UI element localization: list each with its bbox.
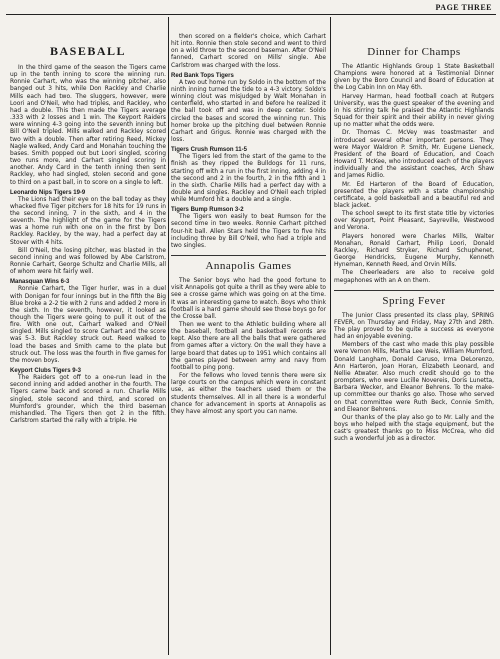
annapolis-title: Annapolis Games (205, 260, 292, 273)
paragraph: Harvey Harman, head football coach at Rutgers University, was the guest speaker of the evening and in his stirring talk he praised the Atlantic Highlands Squad for their spirit and their ability in never giving up no matter what the odds were. (334, 93, 494, 129)
subhead: Tigers Bump Rumson 3-2 (171, 207, 244, 214)
paragraph: The Senior boys who had the good fortune to visit Annapolis got quite a thrill as they were able to see a crosse game which was going on at the time. It was an interesting game to watch. Boys who think football is a hard game should see those boys go for the Crosse ball. (171, 278, 326, 320)
paragraph: The Junior Class presented its class play, SPRING FEVER, on Thursday and Friday, May 27th and 28th. The play proved to be quite a success as everyone had an enjoyable evening. (334, 312, 494, 341)
paragraph: then scored on a fielder's choice, which Carhart hit into. Ronnie then stole second and went to third on a wild throw to the second baseman. After O'Neil fanned, Carhart scored on Mills' single. Abe Carlstrom was charged with the loss. (171, 34, 326, 69)
paragraph: The Tigers led from the start of the game to the finish as they ripped the Bulldogs for 11 runs, starting off with a run in the first inning, adding 4 in the second and 2 in the fourth, 2 in the fifth and 1 in the sixth. Charlie Mills had a perfect day with a double and singles. Rackley and O'Neil each tripled while Mumford hit a double and a single. (171, 154, 326, 204)
page-label: PAGE THREE (435, 3, 492, 12)
paragraph: Mr. Ed Harteron of the Board of Education, presented the players with a state championship certificate, a gold basketball and a beautiful red and black jacket. (334, 181, 494, 209)
paragraph: The school swept to its first state title by victories over Keyport, Point Pleasant, Sayreville, Westwood and Verona. (334, 211, 494, 232)
column-baseball (10, 34, 166, 426)
column-divider-1 (168, 17, 169, 655)
paragraph: The Atlantic Highlands Group 1 State Basketball Champions were honored at a Testimonial Dinner given by the Boro Council and Board of Education at the Log Cabin Inn on May 6th. (334, 64, 494, 92)
column-sports-continued (171, 34, 326, 417)
subhead: Tigers Crush Rumson 11-5 (171, 147, 247, 154)
paragraph: Dr. Thomas C. McVey was toastmaster and introduced several other important persons. They were Mayor Waldron P. Smith, Mr. Eugene Lieneck, President of the Board of Education, and Coach Howard T. McKee, who introduced each of the players individually and the assistant coaches, Arch Shaw and James Ridlio. (334, 130, 494, 180)
paragraph: The Tigers won easily to beat Rumson for the second time in two weeks. Ronnie Carhart pitched four-hit ball. Allen Stars held the Tigers to five hits including three by Bill O'Neil, who had a triple and two singles. (171, 214, 326, 249)
paragraph: Players honored were Charles Mills, Walter Monahan, Ronald Carhart, Philip Loori, Donald Rackley, Richard Stryker, Richard Schuphenet, George Hendricks, Eugene Murphy, Kenneth Hyneman, Kenneth Reed, and Orvin Mills. (334, 233, 494, 269)
paragraph: Members of the cast who made this play possible were Vernon Mills, Martha Lee Weis, William Mumford, Donald Langham, Donald Caruso, Irma DeLorenzo, Ann Harteron, Joan Horan, Elizabeth Leonard, and Nellie Atwater. Also much credit should go to the prompters, who were Lucille Novereis, Doris Lunetta, Barbara Wecker, and Eleanor Behrens. To the make-up committee our thanks go also. Those who served on that committee were Ruth Beck, Connie Smith, and Eleanor Behrens. (334, 342, 494, 413)
paragraph: Ronnie Carhart, the Tiger hurler, was in a duel with Donigan for four innings but in the fifth the Big Blue broke a 2-2 tie with 2 runs and added 2 more in the sixth. In the seventh, however, it looked as though the Tigers were going to pull it out of the fire. With one out, Carhart walked and O'Neil singled. Mills singled to score Carhart and the score was 5-3. But Rackley struck out. Reed walked to load the bases and Smith came to the plate but struck out. The loss was the fourth in five games for the moven boys. (10, 286, 166, 364)
paragraph: Our thanks of the play also go to Mr. Lally and the boys who helped with the stage equipment, but the cast's greatest thanks go to Miss McCrea, who did such a wonderful job as a director. (334, 414, 494, 443)
paragraph: For the fellows who loved tennis there were six large courts on the campus which were in constant use, as either the teachers used them or the students themselves. All in all there is a wonderful chance for advancement in sports at Annapolis as they have almost any sport you can name. (171, 373, 326, 415)
paragraph: Bill O'Neil, the losing pitcher, was blasted in the second inning and was followed by Abe Carlstrom, Ronnie Carhart, George Schultz and Charlie Mills, all of whom were hit fairly well. (10, 247, 166, 276)
subhead: Manasquan Wins 6-3 (10, 279, 70, 286)
paragraph: A two out home run by Soldo in the bottom of the ninth inning turned the tide to a 4-3 victory. Soldo's winning clout was misjudged by Walt Monahan in centerfield, who started in and before he realized it the ball took off and was in deep center. Soldo circled the bases and scored the winning run. This homer broke up the pitching duel between Ronnie Carhart and Grigus. Ronnie was charged with the loss. (171, 79, 326, 144)
section-divider (334, 290, 494, 291)
paragraph: The Cheerleaders are also to receive gold megaphones with an A on them. (334, 270, 494, 284)
paragraph: The Lions had their eye on the ball today as they whacked five Tiger pitchers for 18 hits for 19 runs in the second inning, 7 in the sixth, and 4 in the seventh. The highlight of the game for the Tigers was a home run with one on in the first by Don Rackley. Rackley, by the way, had a perfect day at Stover with 4 hits. (10, 196, 166, 246)
paragraph: The Raiders got off to a one-run lead in the second inning and added another in the fourth. The Tigers came back and scored a run. Charlie Mills singled, stole second and third, and scored on Mumford's grounder, which the third baseman mishandled. The Tigers then got 2 in the fifth. Carlstrom started the rally with a triple. He (10, 375, 166, 425)
spring-fever-title: Spring Fever (382, 294, 446, 307)
column-divider-2 (330, 17, 331, 655)
subhead: Leonardo Nips Tigers 19-9 (10, 189, 86, 196)
section-divider (171, 255, 326, 256)
column-school-news (334, 34, 494, 445)
subhead: Keyport Clubs Tigers 9-3 (10, 368, 81, 375)
subhead: Red Bank Tops Tigers (171, 72, 234, 79)
dinner-title: Dinner for Champs (367, 46, 461, 58)
header-rule (6, 14, 496, 15)
paragraph: In the third game of the season the Tigers came up in the tenth inning to score the winning run. Ronnie Carhart, who was the winning pitcher, also banged out 3 hits, while Don Rackley and Charlie Mills each had two. The sluggers, however, were Loori and O'Neil, who had triples, and Rackley, who had a double. This then made the Tigers average .333 with 2 losses and 1 win. The Keyport Raiders were winning 4-3 going into the seventh inning but Bill O'Neil tripled. Mills walked and Rackley scored two with a double. Then after retiring Reed, Mickey Nagle walked, Andy Card and Monahan touching the bases. Smith popped out but Loori singled, scoring two runs more, and Carhart singled scoring in another. Andy Card in the tenth inning then sent Rackley, who had singled, stolen second and gone to third on a past ball, in to score on a single to left. (10, 65, 166, 186)
baseball-title: BASEBALL (49, 44, 127, 58)
paragraph: Then we went to the Athletic building where all the baseball, football and basketball records are kept. Also there are all the balls that were gathered from games after a victory. On the wall they have a large board that dates up to 1951 which contains all the games played between army and navy from football to ping pong. (171, 322, 326, 371)
